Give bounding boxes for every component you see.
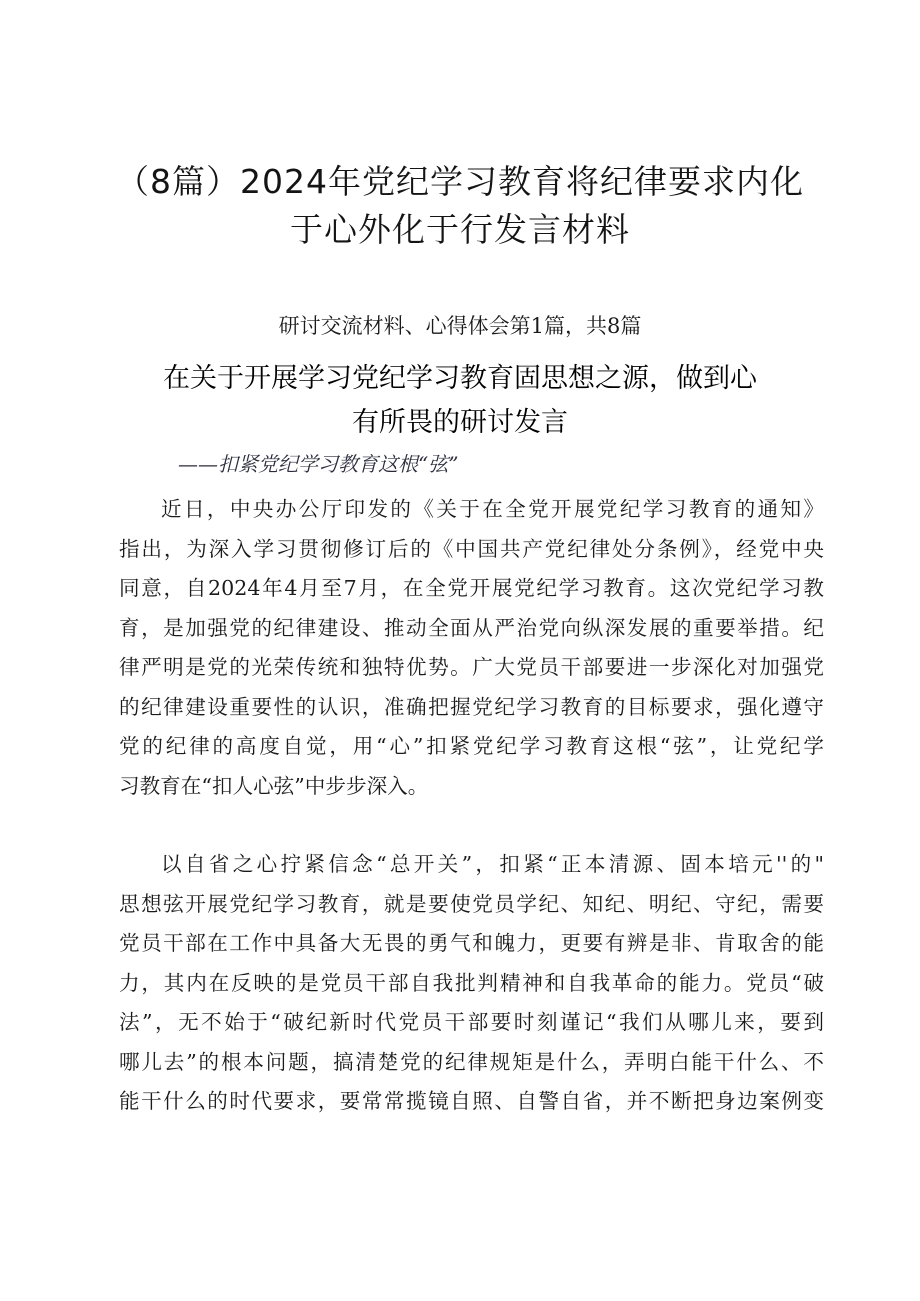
paragraph-line: 律严明是党的光荣传统和独特优势。广大党员干部要进一步深化对加强党 xyxy=(119,655,824,679)
document-title-line: （8篇）2024年党纪学习教育将纪律要求内化 xyxy=(116,162,804,201)
paragraph-line: 育，是加强党的纪律建设、推动全面从严治党向纵深发展的重要举措。纪 xyxy=(119,615,824,640)
document-title-line: 于心外化于行发言材料 xyxy=(290,210,630,249)
article-meta: 研讨交流材料、心得体会第1篇，共8篇 xyxy=(278,314,642,338)
article-title xyxy=(100,357,820,445)
paragraph-line: 的纪律建设重要性的认识，准确把握党纪学习教育的目标要求，强化遵守 xyxy=(119,694,824,719)
article-subtitle: ——扣紧党纪学习教育这根“弦” xyxy=(178,452,459,476)
paragraph-line: 党员干部在工作中具备大无畏的勇气和魄力，更要有辨是非、肯取舍的能 xyxy=(119,931,824,955)
paragraph-line: 能干什么的时代要求，要常常揽镜自照、自警自省，并不断把身边案例变 xyxy=(119,1089,824,1113)
paragraph-line: 指出，为深入学习贯彻修订后的《中国共产党纪律处分条例》，经党中央 xyxy=(119,536,824,561)
paragraph-line: 法”，无不始于“破纪新时代党员干部要时刻谨记“我们从哪儿来，要到 xyxy=(119,1010,824,1034)
paragraph-line: 哪儿去”的根本问题，搞清楚党的纪律规矩是什么，弄明白能干什么、不 xyxy=(119,1049,824,1074)
paragraph-line: 以自省之心拧紧信念“总开关”，扣紧“正本清源、固本培元''的" xyxy=(161,852,824,876)
article-title-line: 在关于开展学习党纪学习教育固思想之源，做到心 xyxy=(163,363,757,394)
paragraph-line: 同意，自2024年4月至7月，在全党开展党纪学习教育。这次党纪学习教 xyxy=(119,576,824,600)
body-paragraph xyxy=(119,845,824,1122)
article-title-line: 有所畏的研讨发言 xyxy=(352,407,568,438)
paragraph-line: 力，其内在反映的是党员干部自我批判精神和自我革命的能力。党员“破 xyxy=(119,970,824,995)
paragraph-line: 习教育在“扣人心弦”中步步深入。 xyxy=(119,773,429,798)
body-paragraph xyxy=(119,490,824,806)
paragraph-line: 党的纪律的高度自觉，用“心”扣紧党纪学习教育这根“弦”，让党纪学 xyxy=(119,734,824,758)
paragraph-line: 近日，中央办公厅印发的《关于在全党开展党纪学习教育的通知》 xyxy=(161,497,824,521)
paragraph-line: 思想弦开展党纪学习教育，就是要使党员学纪、知纪、明纪、守纪，需要 xyxy=(119,891,824,916)
document-title xyxy=(60,158,860,254)
